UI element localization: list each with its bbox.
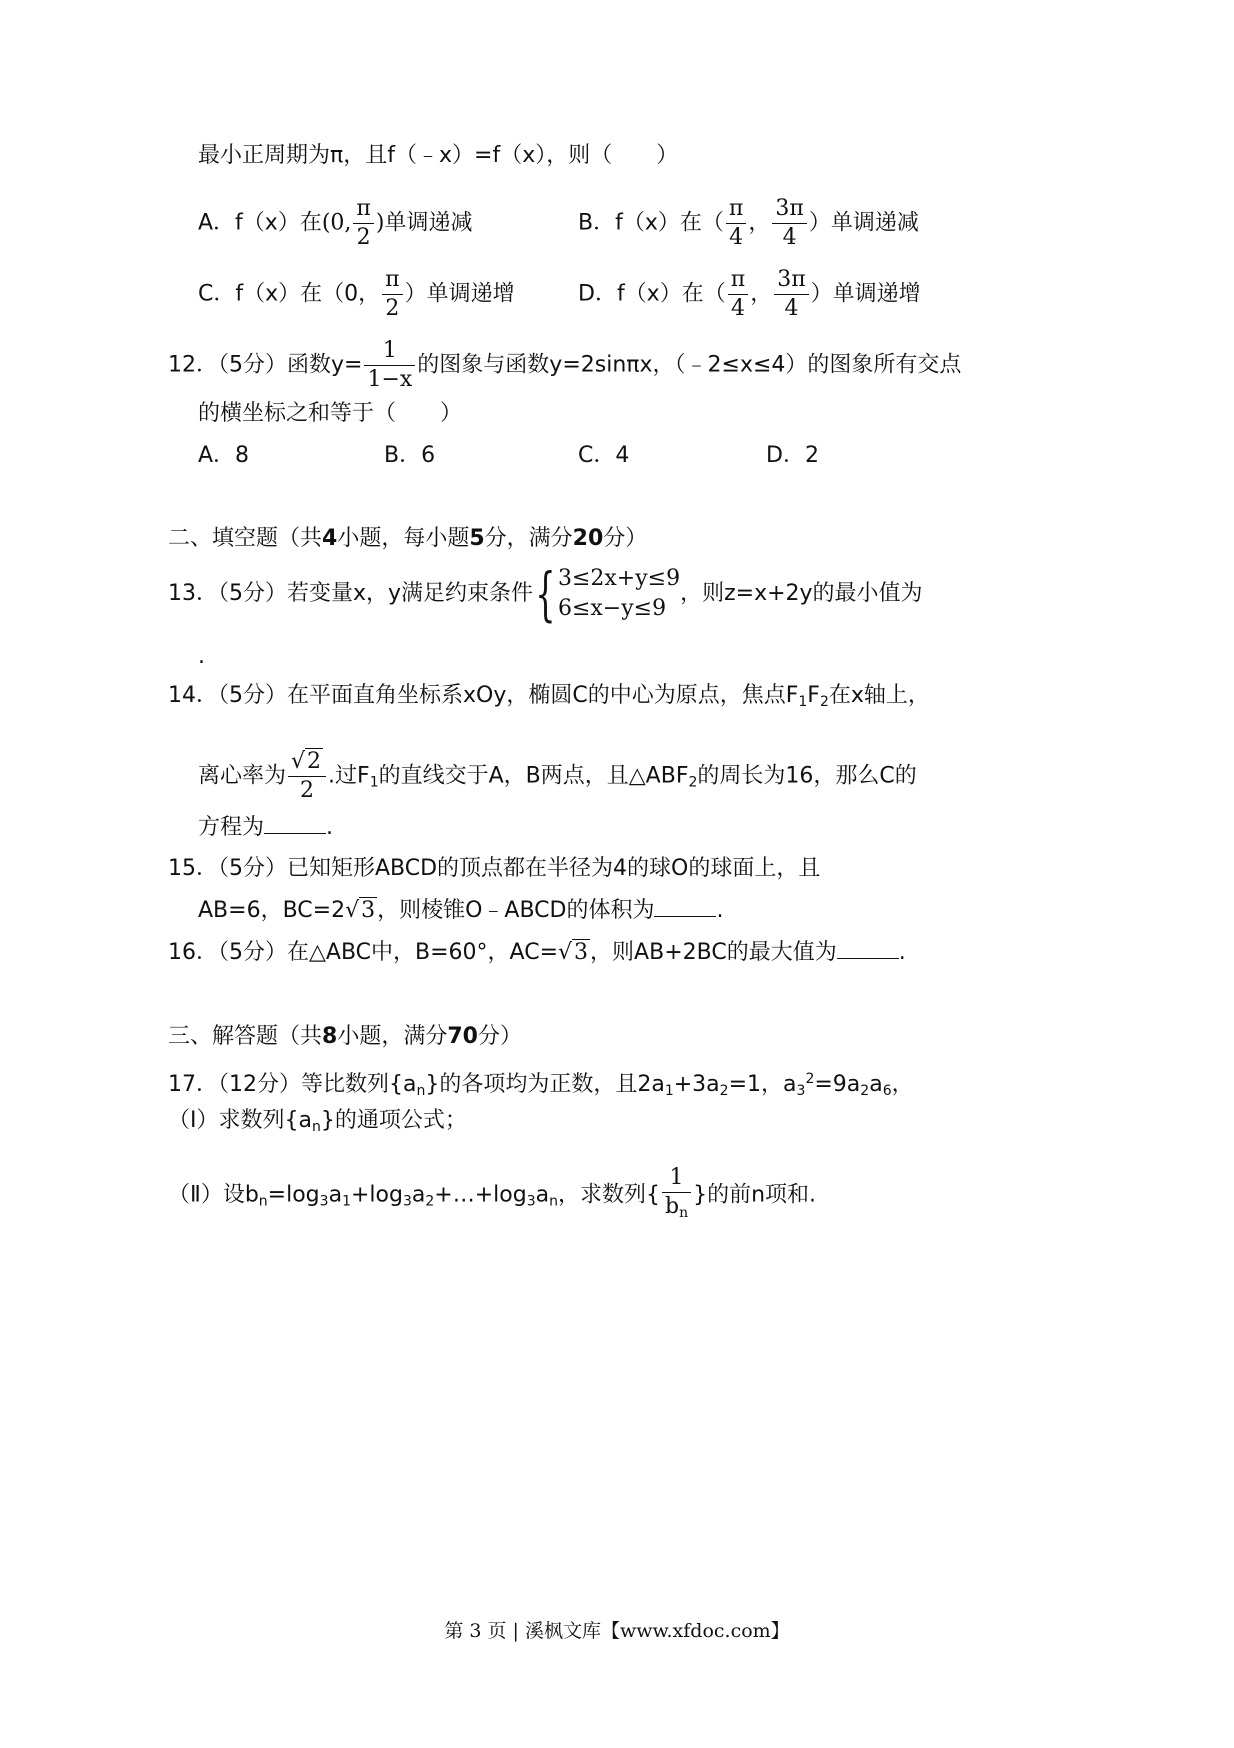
answer-blank bbox=[654, 896, 716, 917]
q14-stem-line2: 离心率为 $\frac{√2}{2}$ .过$F_1$的直线交于A，B两点，且$\triangle ABF_2$的周长为16，那么C的 bbox=[198, 749, 917, 803]
q12-stem-line2: 的横坐标之和等于（ ） bbox=[198, 401, 463, 426]
q12-option-a: A．8 bbox=[198, 443, 250, 468]
q17-stem: 17．（12分）等比数列$\{a_n\}$的各项均为正数，且$2a_1+3a_2=1$，$a_3^2=9a_2a_6$， bbox=[168, 1071, 914, 1099]
page-footer: 第 3 页 | 溪枫文库【www.xfdoc.com】 bbox=[444, 1620, 790, 1642]
section-heading-solutions: 三、解答题（共8小题，满分70分） bbox=[168, 1024, 522, 1049]
q15-stem-line2: AB=6，BC=2√3，则棱锥O﹣ABCD的体积为 . bbox=[198, 898, 724, 923]
q12-option-d: D．2 bbox=[766, 443, 819, 468]
answer-blank bbox=[837, 938, 899, 959]
q12-option-c: C．4 bbox=[578, 443, 630, 468]
q11-option-a: A．f（x）在(0, $\frac{\pi}{2}$ )单调递减 bbox=[198, 196, 473, 250]
q14-stem-line1: 14．（5分）在平面直角坐标系xOy，椭圆C的中心为原点，焦点$F_1F_2$在x轴上， bbox=[168, 683, 930, 710]
q11-option-d: D．f（x）在（ $\frac{\pi}{4}$ ， $\frac{3\pi}{4}$ ）单调递增 bbox=[578, 267, 921, 321]
q11-stem-tail: 最小正周期为π，且f（﹣x）=f（x），则（ ） bbox=[198, 143, 679, 168]
q12-option-b: B．6 bbox=[384, 443, 436, 468]
q14-stem-line3: 方程为 . bbox=[198, 815, 334, 840]
q12-stem: 12．（5分）函数y= $\frac{1}{1-x}$ 的图象与函数y=2sinπx，（﹣2≤x≤4）的图象所有交点 bbox=[168, 338, 962, 392]
q11-option-b: B．f（x）在（ $\frac{\pi}{4}$ ， $\frac{3\pi}{4}$ ）单调递减 bbox=[578, 196, 919, 250]
q16-stem: 16．（5分）在△ABC中，B=60°，AC=√3，则AB+2BC的最大值为 . bbox=[168, 940, 906, 965]
answer-blank bbox=[264, 813, 326, 834]
q17-part-2: （Ⅱ）设$b_n=\log_3a_1+\log_3a_2+\dots+\log_3a_n$，求数列{ $\frac{1}{b_n}$ }的前n项和. bbox=[168, 1165, 817, 1221]
q13-stem-line2: . bbox=[198, 644, 205, 669]
constraint-system: 3≤2x+y≤9 6≤x−y≤9 bbox=[557, 566, 681, 621]
section-heading-fill-blank: 二、填空题（共4小题，每小题5分，满分20分） bbox=[168, 526, 648, 551]
q11-option-c: C．f（x）在（0， $\frac{\pi}{2}$ ）单调递增 bbox=[198, 267, 515, 321]
brace-symbol: { bbox=[535, 560, 556, 628]
q15-stem-line1: 15．（5分）已知矩形ABCD的顶点都在半径为4的球O的球面上，且 bbox=[168, 856, 821, 881]
q13-stem: 13．（5分）若变量x，y满足约束条件{ 3≤2x+y≤9 6≤x−y≤9 ，则z=x+2y的最小值为 bbox=[168, 560, 923, 628]
q17-part-1: （Ⅰ）求数列$\{a_n\}$的通项公式； bbox=[168, 1108, 467, 1135]
